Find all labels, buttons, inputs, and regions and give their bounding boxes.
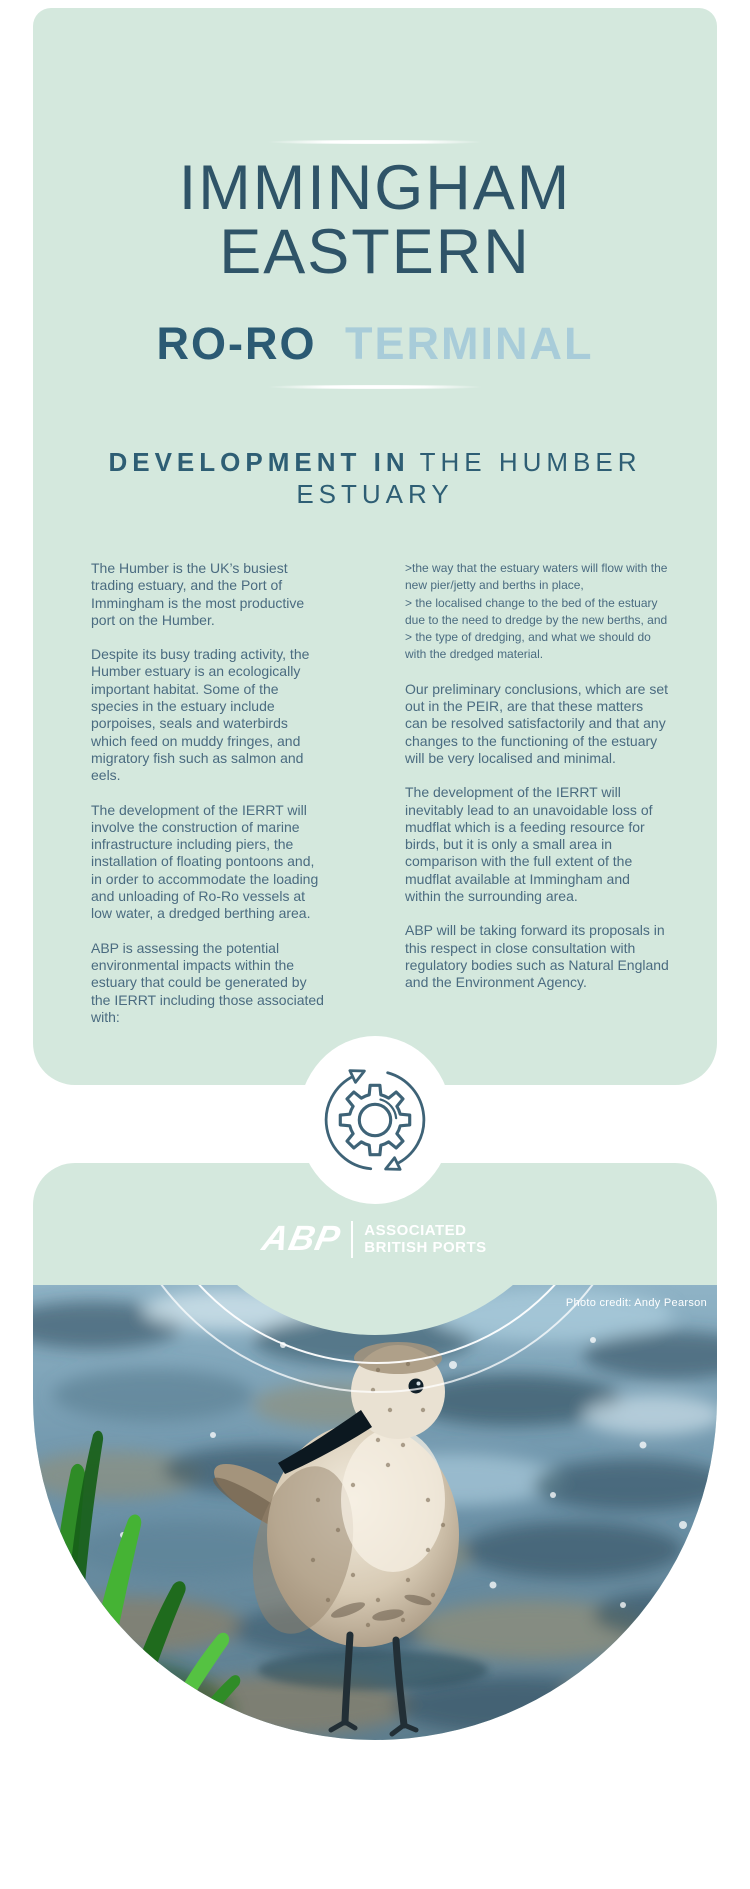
paragraph: The development of the IERRT will inevitably lead to an unavoidable loss of mudflat which is a feeding resource for birds, but it is only a small area in comparison with the full extent of the mudflat available at Immingham and within the surrounding area.: [405, 784, 653, 905]
top-panel: [33, 8, 717, 1085]
poster-subtitle: [33, 318, 717, 370]
section-heading: [33, 446, 717, 510]
title-line-2: EASTERN: [219, 217, 531, 287]
abp-logo-mark: ABP: [259, 1219, 345, 1258]
title-line-1: IMMINGHAM: [178, 153, 572, 223]
bullet-item: > the type of dredging, and what we should do with the dredged material.: [405, 630, 651, 662]
paragraph: Despite its busy trading activity, the Humber estuary is an ecologically important habitat. Some of the species in the estuary include porpoises, seals and waterbirds which feed on muddy fringes, and migratory fish such as salmon and eels.: [91, 646, 310, 784]
photo-credit: Photo credit: Andy Pearson: [565, 1297, 707, 1309]
logo-line-1: ASSOCIATED: [364, 1222, 467, 1239]
paragraph: The development of the IERRT will involve the construction of marine infrastructure including piers, the installation of floating pontoons and, in order to accommodate the loading and unloading of Ro-Ro vessels at low water, a dredged berthing area.: [91, 801, 319, 922]
paragraph: Our preliminary conclusions, which are set out in the PEIR, are that these matters can be resolved satisfactorily and that any changes to the functioning of the estuary will be very localised and minimal.: [405, 680, 668, 766]
left-text-column: [91, 560, 325, 1043]
poster-title: [33, 153, 717, 287]
heading-line-2: ESTUARY: [296, 479, 454, 509]
estuary-bird-photo: [33, 1285, 717, 1740]
process-emblem: [298, 1036, 452, 1204]
bullet-item: >the way that the estuary waters will flow with the new pier/jetty and berths in place,: [405, 561, 668, 593]
subtitle-roro: RO-RO: [156, 318, 317, 369]
heading-light: THE HUMBER: [419, 447, 642, 477]
right-text-column: [405, 560, 669, 1009]
heading-line-1: [33, 446, 717, 478]
bullet-item: > the localised change to the bed of the estuary due to the need to dredge by the new berths, and: [405, 595, 668, 627]
paragraph: The Humber is the UK’s busiest trading estuary, and the Port of Immingham is the most productive port on the Humber.: [91, 560, 305, 628]
heading-bold: DEVELOPMENT IN: [108, 447, 410, 477]
logo-line-2: BRITISH PORTS: [364, 1239, 487, 1256]
abp-logo: [33, 1219, 717, 1259]
gear-cycle-icon: [315, 1060, 435, 1180]
bullet-list: [405, 560, 669, 664]
paragraph: ABP is assessing the potential environmental impacts within the estuary that could be generated by the IERRT including those associated with:: [91, 939, 324, 1025]
subtitle-terminal: TERMINAL: [345, 318, 594, 369]
footer-panel: [33, 1163, 717, 1740]
divider-line-mid: [225, 385, 525, 389]
divider-line-top: [225, 140, 525, 144]
paragraph: ABP will be taking forward its proposals in this respect in close consultation with regulatory bodies such as Natural England and the Environment Agency.: [405, 922, 669, 991]
logo-divider-bar: [351, 1221, 353, 1258]
abp-logo-wordmark: [364, 1222, 486, 1256]
